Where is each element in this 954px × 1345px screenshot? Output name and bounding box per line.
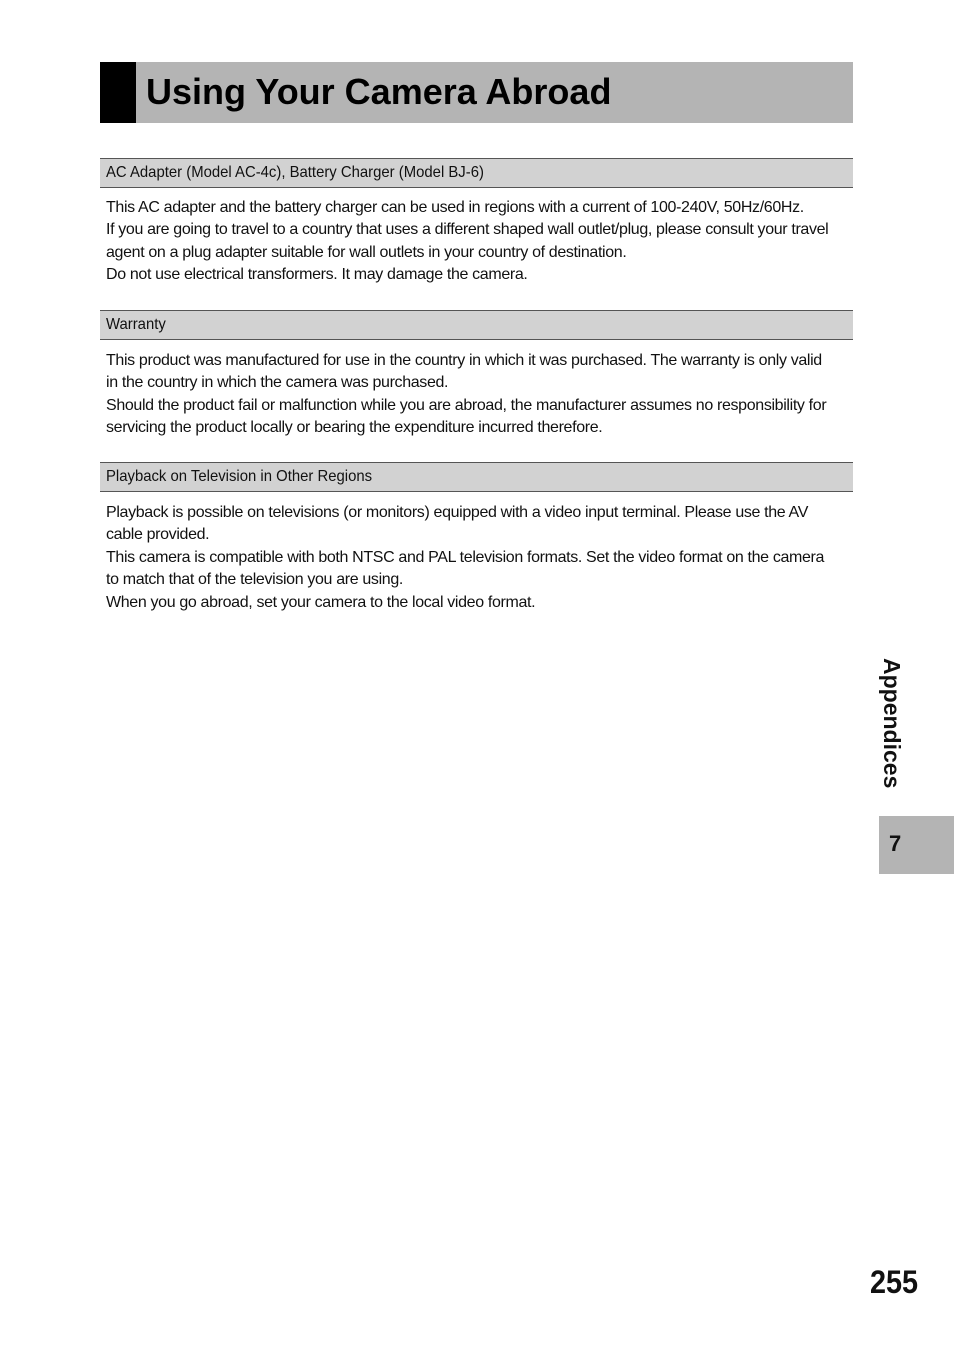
- chapter-number: 7: [889, 831, 902, 856]
- section-header-label: Playback on Television in Other Regions: [106, 468, 373, 485]
- section-body-playback-tv: [106, 502, 866, 614]
- page-title: Using Your Camera Abroad: [146, 71, 612, 112]
- side-chapter-label: [876, 658, 916, 808]
- paragraph-line: to match that of the television you are using.: [106, 571, 403, 589]
- chapter-tab: [879, 816, 954, 874]
- section-header-label: AC Adapter (Model AC-4c), Battery Charger (Model BJ-6): [106, 164, 484, 181]
- section-header-label: Warranty: [106, 316, 166, 333]
- section-body-warranty: [106, 350, 866, 440]
- paragraph-line: This product was manufactured for use in the country in which it was purchased. The warranty is only valid: [106, 352, 822, 369]
- section-header-ac-adapter: [100, 158, 853, 188]
- section-header-playback-tv: [100, 462, 853, 492]
- paragraph-line: Do not use electrical transformers. It may damage the camera.: [106, 266, 528, 284]
- section-header-warranty: [100, 310, 853, 340]
- paragraph-line: When you go abroad, set your camera to the local video format.: [106, 593, 536, 611]
- title-marker-block: [100, 62, 136, 123]
- paragraph-line: cable provided.: [106, 526, 210, 544]
- paragraph-line: If you are going to travel to a country that uses a different shaped wall outlet/plug, please consult your travel: [106, 221, 829, 239]
- paragraph-line: servicing the product locally or bearing the expenditure incurred therefore.: [106, 419, 603, 437]
- page-number: 255: [870, 1264, 919, 1300]
- side-chapter-label-text: Appendices: [879, 658, 905, 789]
- paragraph-line: This AC adapter and the battery charger can be used in regions with a current of 100-240V, 50Hz/60Hz.: [106, 199, 804, 216]
- page-title-bar: [100, 62, 853, 123]
- paragraph-line: in the country in which the camera was purchased.: [106, 374, 449, 392]
- paragraph-line: Playback is possible on televisions (or monitors) equipped with a video input terminal. Please use the AV: [106, 504, 809, 521]
- paragraph-line: This camera is compatible with both NTSC and PAL television formats. Set the video format on the camera: [106, 548, 825, 566]
- section-body-ac-adapter: [106, 197, 866, 287]
- paragraph-line: agent on a plug adapter suitable for wall outlets in your country of destination.: [106, 243, 627, 261]
- paragraph-line: Should the product fail or malfunction while you are abroad, the manufacturer assumes no responsibility for: [106, 396, 827, 414]
